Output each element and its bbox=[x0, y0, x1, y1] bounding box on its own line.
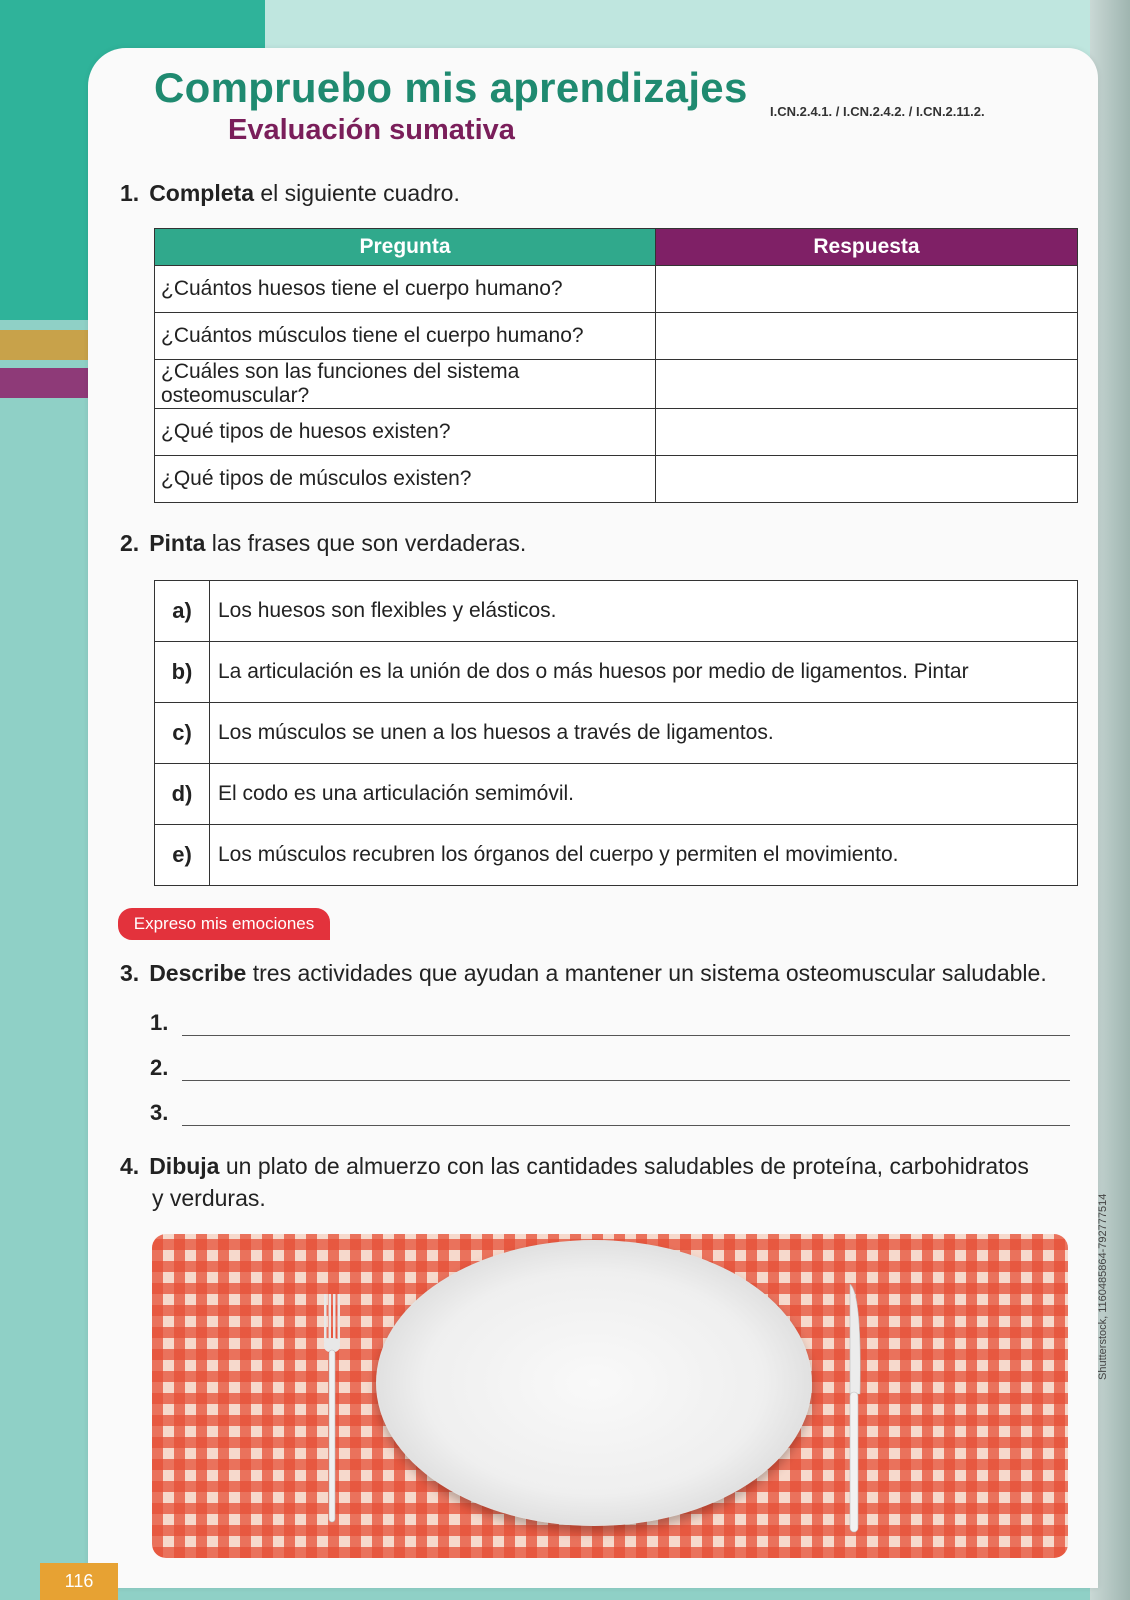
plate-image bbox=[376, 1240, 812, 1526]
column-header-pregunta: Pregunta bbox=[155, 229, 656, 266]
answer-line-2[interactable] bbox=[150, 1055, 1070, 1081]
statement-letter: c) bbox=[155, 703, 210, 764]
question-cell: ¿Cuántos músculos tiene el cuerpo humano? bbox=[155, 313, 656, 360]
answer-line-1[interactable] bbox=[150, 1010, 1070, 1036]
answer-line-3[interactable] bbox=[150, 1100, 1070, 1126]
statement-letter: e) bbox=[155, 825, 210, 886]
curriculum-indicators: I.CN.2.4.1. / I.CN.2.4.2. / I.CN.2.11.2. bbox=[770, 104, 985, 119]
question-2 bbox=[120, 530, 526, 557]
answer-cell[interactable] bbox=[656, 266, 1078, 313]
statement-row[interactable] bbox=[155, 642, 1078, 703]
statement-row[interactable] bbox=[155, 825, 1078, 886]
question-keyword: Dibuja bbox=[149, 1153, 220, 1179]
question-3 bbox=[120, 960, 1047, 987]
answer-cell[interactable] bbox=[656, 360, 1078, 409]
answer-underline bbox=[182, 1105, 1070, 1126]
table-header-row bbox=[155, 229, 1078, 266]
statement-text: El codo es una articulación semimóvil. bbox=[210, 764, 1078, 825]
statement-text: Los músculos se unen a los huesos a través de ligamentos. bbox=[210, 703, 1078, 764]
question-text: las frases que son verdaderas. bbox=[205, 530, 527, 556]
question-cell: ¿Cuáles son las funciones del sistema osteomuscular? bbox=[155, 360, 656, 409]
statement-text: Los huesos son flexibles y elásticos. bbox=[210, 581, 1078, 642]
question-number: 3. bbox=[120, 960, 140, 986]
table-row bbox=[155, 360, 1078, 409]
image-credit: Shutterstock, 1160485864-792777514 bbox=[1097, 1193, 1109, 1380]
table-row bbox=[155, 456, 1078, 503]
question-keyword: Completa bbox=[149, 180, 254, 206]
plate-drawing-area[interactable] bbox=[152, 1234, 1068, 1558]
answer-cell[interactable] bbox=[656, 456, 1078, 503]
question-1 bbox=[120, 180, 460, 207]
fork-icon bbox=[322, 1294, 342, 1524]
question-cell: ¿Qué tipos de huesos existen? bbox=[155, 409, 656, 456]
question-4 bbox=[120, 1150, 1070, 1214]
page-number: 116 bbox=[40, 1563, 118, 1600]
statement-text: La articulación es la unión de dos o más huesos por medio de ligamentos. Pintar bbox=[210, 642, 1078, 703]
answer-underline bbox=[182, 1015, 1070, 1036]
line-number: 2. bbox=[150, 1055, 169, 1080]
question-text: el siguiente cuadro. bbox=[253, 180, 460, 206]
page-title: Compruebo mis aprendizajes bbox=[154, 64, 748, 111]
true-statements-table bbox=[154, 580, 1078, 886]
table-row bbox=[155, 409, 1078, 456]
answer-cell[interactable] bbox=[656, 313, 1078, 360]
question-cell: ¿Qué tipos de músculos existen? bbox=[155, 456, 656, 503]
question-text-continued: y verduras. bbox=[152, 1185, 266, 1211]
statement-letter: d) bbox=[155, 764, 210, 825]
answer-underline bbox=[182, 1060, 1070, 1081]
question-keyword: Describe bbox=[149, 960, 247, 986]
question-number: 2. bbox=[120, 530, 140, 556]
question-number: 4. bbox=[120, 1153, 140, 1179]
question-number: 1. bbox=[120, 180, 140, 206]
statement-letter: b) bbox=[155, 642, 210, 703]
purple-stripe bbox=[0, 368, 88, 398]
emotions-tag: Expreso mis emociones bbox=[118, 908, 330, 940]
knife-icon bbox=[844, 1284, 866, 1534]
answer-cell[interactable] bbox=[656, 409, 1078, 456]
statement-row[interactable] bbox=[155, 764, 1078, 825]
column-header-respuesta: Respuesta bbox=[656, 229, 1078, 266]
question-text: un plato de almuerzo con las cantidades saludables de proteína, carbohidratos bbox=[219, 1153, 1029, 1179]
statement-text: Los músculos recubren los órganos del cuerpo y permiten el movimiento. bbox=[210, 825, 1078, 886]
table-row bbox=[155, 313, 1078, 360]
question-cell: ¿Cuántos huesos tiene el cuerpo humano? bbox=[155, 266, 656, 313]
line-number: 1. bbox=[150, 1010, 169, 1035]
statement-row[interactable] bbox=[155, 703, 1078, 764]
question-keyword: Pinta bbox=[149, 530, 206, 556]
page-subtitle: Evaluación sumativa bbox=[228, 114, 515, 146]
statement-row[interactable] bbox=[155, 581, 1078, 642]
table-row bbox=[155, 266, 1078, 313]
question-text: tres actividades que ayudan a mantener un sistema osteomuscular saludable. bbox=[246, 960, 1047, 986]
statement-letter: a) bbox=[155, 581, 210, 642]
gold-stripe bbox=[0, 330, 88, 360]
line-number: 3. bbox=[150, 1100, 169, 1125]
qa-table bbox=[154, 228, 1078, 503]
